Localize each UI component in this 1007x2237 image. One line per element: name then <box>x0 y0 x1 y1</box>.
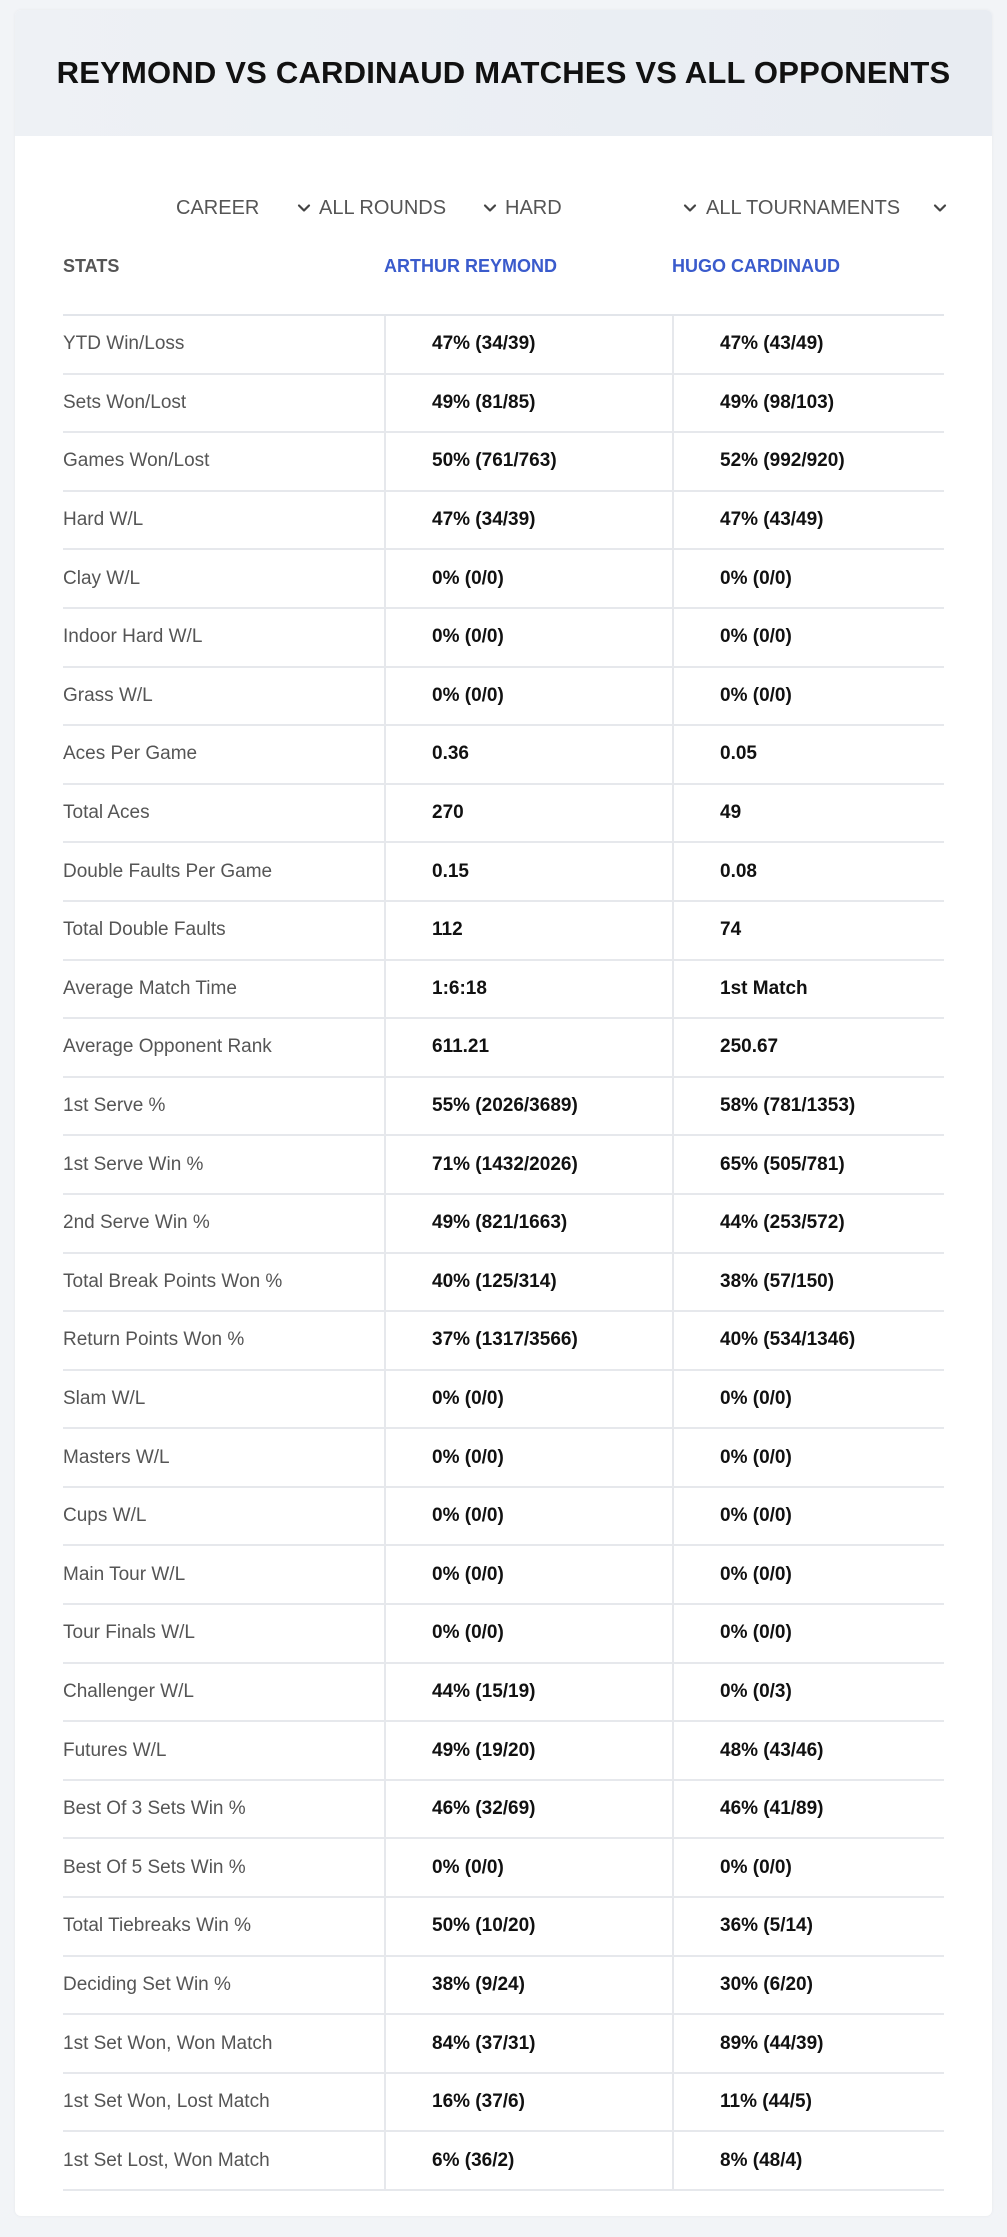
table-row <box>63 1195 944 1254</box>
player1-value: 40% (125/314) <box>384 1254 672 1311</box>
player1-value: 55% (2026/3689) <box>384 1078 672 1135</box>
table-row <box>63 843 944 902</box>
table-row <box>63 1078 944 1137</box>
player2-value: 250.67 <box>672 1019 944 1076</box>
stat-label: 2nd Serve Win % <box>63 1212 210 1234</box>
player2-value: 49 <box>672 785 944 842</box>
table-row <box>63 316 944 375</box>
player2-value: 46% (41/89) <box>672 1781 944 1838</box>
stat-label: Best Of 3 Sets Win % <box>63 1798 246 1820</box>
table-row <box>63 1722 944 1781</box>
player2-value: 58% (781/1353) <box>672 1078 944 1135</box>
player2-value: 0% (0/3) <box>672 1664 944 1721</box>
player1-value: 0% (0/0) <box>384 1605 672 1662</box>
player2-value: 89% (44/39) <box>672 2015 944 2072</box>
table-row <box>63 2015 944 2074</box>
filter-bar <box>15 188 992 228</box>
player1-value: 49% (81/85) <box>384 375 672 432</box>
table-row <box>63 1664 944 1723</box>
player1-value: 47% (34/39) <box>384 316 672 373</box>
table-row <box>63 1605 944 1664</box>
player1-value: 38% (9/24) <box>384 1957 672 2014</box>
player2-value: 47% (43/49) <box>672 492 944 549</box>
stat-label: Double Faults Per Game <box>63 860 273 882</box>
stat-label: Total Aces <box>63 802 150 824</box>
stat-label: Main Tour W/L <box>63 1563 186 1585</box>
chevron-down-icon <box>932 200 948 216</box>
table-row <box>63 668 944 727</box>
player1-value: 611.21 <box>384 1019 672 1076</box>
player2-value: 40% (534/1346) <box>672 1312 944 1369</box>
table-row <box>63 1546 944 1605</box>
player1-value: 0.15 <box>384 843 672 900</box>
player1-value: 0.36 <box>384 726 672 783</box>
player1-value: 6% (36/2) <box>384 2132 672 2189</box>
player2-value: 11% (44/5) <box>672 2074 944 2131</box>
player2-value: 65% (505/781) <box>672 1136 944 1193</box>
player2-value: 0% (0/0) <box>672 1429 944 1486</box>
table-row <box>63 2074 944 2133</box>
period-select[interactable] <box>176 188 316 228</box>
tournaments-select[interactable] <box>706 188 956 228</box>
table-row <box>63 902 944 961</box>
player1-value: 0% (0/0) <box>384 1371 672 1428</box>
table-row <box>63 1957 944 2016</box>
player2-value: 0.05 <box>672 726 944 783</box>
stat-label: Cups W/L <box>63 1505 147 1527</box>
player2-value: 36% (5/14) <box>672 1898 944 1955</box>
player2-value: 74 <box>672 902 944 959</box>
stat-label: Best Of 5 Sets Win % <box>63 1856 246 1878</box>
player2-value: 52% (992/920) <box>672 433 944 490</box>
player1-value: 50% (10/20) <box>384 1898 672 1955</box>
stats-card <box>15 10 992 2216</box>
stat-label: Average Match Time <box>63 977 237 999</box>
player1-value: 112 <box>384 902 672 959</box>
table-row <box>63 1136 944 1195</box>
player1-value: 44% (15/19) <box>384 1664 672 1721</box>
table-row <box>63 1019 944 1078</box>
stat-label: Hard W/L <box>63 509 144 531</box>
player2-value: 0% (0/0) <box>672 550 944 607</box>
table-body <box>63 316 944 2191</box>
stat-label: Total Break Points Won % <box>63 1270 283 1292</box>
stat-label: Total Double Faults <box>63 919 226 941</box>
table-row <box>63 1312 944 1371</box>
stats-table <box>63 232 944 2191</box>
table-row <box>63 1781 944 1840</box>
rounds-select-value: ALL ROUNDS <box>319 196 447 219</box>
player2-value: 30% (6/20) <box>672 1957 944 2014</box>
table-row <box>63 609 944 668</box>
player2-value: 49% (98/103) <box>672 375 944 432</box>
player1-value: 0% (0/0) <box>384 1839 672 1896</box>
stat-label: 1st Set Won, Won Match <box>63 2032 273 2054</box>
chevron-down-icon <box>296 200 312 216</box>
player2-value: 0% (0/0) <box>672 1546 944 1603</box>
player1-value: 0% (0/0) <box>384 550 672 607</box>
page-title: REYMOND VS CARDINAUD MATCHES VS ALL OPPONENTS <box>56 55 951 90</box>
player2-value: 0.08 <box>672 843 944 900</box>
table-row <box>63 375 944 434</box>
table-row <box>63 1488 944 1547</box>
player2-value: 1st Match <box>672 961 944 1018</box>
stat-label: 1st Set Won, Lost Match <box>63 2091 270 2113</box>
player2-value: 8% (48/4) <box>672 2132 944 2189</box>
rounds-select[interactable] <box>319 188 499 228</box>
stat-label: Indoor Hard W/L <box>63 626 203 648</box>
stat-label: 1st Set Lost, Won Match <box>63 2149 270 2171</box>
player2-value: 0% (0/0) <box>672 1605 944 1662</box>
player2-value: 44% (253/572) <box>672 1195 944 1252</box>
player1-value: 47% (34/39) <box>384 492 672 549</box>
stat-label: Challenger W/L <box>63 1680 194 1702</box>
table-row <box>63 1371 944 1430</box>
player1-value: 0% (0/0) <box>384 1488 672 1545</box>
table-row <box>63 1429 944 1488</box>
player1-value: 16% (37/6) <box>384 2074 672 2131</box>
table-header <box>63 232 944 316</box>
table-row <box>63 492 944 551</box>
stat-label: YTD Win/Loss <box>63 333 185 355</box>
player2-value: 47% (43/49) <box>672 316 944 373</box>
stat-label: Aces Per Game <box>63 743 198 765</box>
player1-value: 49% (19/20) <box>384 1722 672 1779</box>
player1-value: 0% (0/0) <box>384 609 672 666</box>
player2-value: 0% (0/0) <box>672 1371 944 1428</box>
player2-value: 0% (0/0) <box>672 668 944 725</box>
stat-label: Sets Won/Lost <box>63 391 187 413</box>
stat-label: Deciding Set Win % <box>63 1973 231 1995</box>
table-row <box>63 550 944 609</box>
period-select-value: CAREER <box>176 196 260 219</box>
player1-value: 0% (0/0) <box>384 668 672 725</box>
player2-value: 48% (43/46) <box>672 1722 944 1779</box>
stat-label: Average Opponent Rank <box>63 1036 272 1058</box>
table-row <box>63 726 944 785</box>
table-row <box>63 1254 944 1313</box>
player2-value: 0% (0/0) <box>672 1839 944 1896</box>
table-row <box>63 1898 944 1957</box>
player1-value: 1:6:18 <box>384 961 672 1018</box>
surface-select-value: HARD <box>505 196 562 219</box>
surface-select[interactable] <box>505 188 705 228</box>
table-row <box>63 961 944 1020</box>
chevron-down-icon <box>482 200 498 216</box>
player2-value: 0% (0/0) <box>672 1488 944 1545</box>
player1-value: 270 <box>384 785 672 842</box>
stat-label: Clay W/L <box>63 567 141 589</box>
player1-value: 0% (0/0) <box>384 1546 672 1603</box>
stat-label: Masters W/L <box>63 1446 170 1468</box>
stat-label: Return Points Won % <box>63 1329 245 1351</box>
player1-value: 37% (1317/3566) <box>384 1312 672 1369</box>
table-row <box>63 2132 944 2191</box>
stat-label: Futures W/L <box>63 1739 167 1761</box>
player1-value: 84% (37/31) <box>384 2015 672 2072</box>
stat-label: Tour Finals W/L <box>63 1622 195 1644</box>
player1-value: 49% (821/1663) <box>384 1195 672 1252</box>
player2-column-header[interactable]: HUGO CARDINAUD <box>672 256 840 276</box>
table-row <box>63 1839 944 1898</box>
chevron-down-icon <box>682 200 698 216</box>
player1-column-header[interactable]: ARTHUR REYMOND <box>384 256 557 276</box>
player2-value: 0% (0/0) <box>672 609 944 666</box>
stat-label: Games Won/Lost <box>63 450 210 472</box>
player2-value: 38% (57/150) <box>672 1254 944 1311</box>
stat-label: Grass W/L <box>63 684 153 706</box>
stat-label: 1st Serve Win % <box>63 1153 204 1175</box>
player1-value: 0% (0/0) <box>384 1429 672 1486</box>
table-row <box>63 785 944 844</box>
stat-label: Total Tiebreaks Win % <box>63 1915 251 1937</box>
player1-value: 50% (761/763) <box>384 433 672 490</box>
player1-value: 46% (32/69) <box>384 1781 672 1838</box>
table-row <box>63 433 944 492</box>
page-header <box>15 10 992 136</box>
tournaments-select-value: ALL TOURNAMENTS <box>706 196 901 219</box>
stat-label: Slam W/L <box>63 1387 146 1409</box>
player1-value: 71% (1432/2026) <box>384 1136 672 1193</box>
stat-label: 1st Serve % <box>63 1095 166 1117</box>
stats-column-header: STATS <box>63 256 120 276</box>
